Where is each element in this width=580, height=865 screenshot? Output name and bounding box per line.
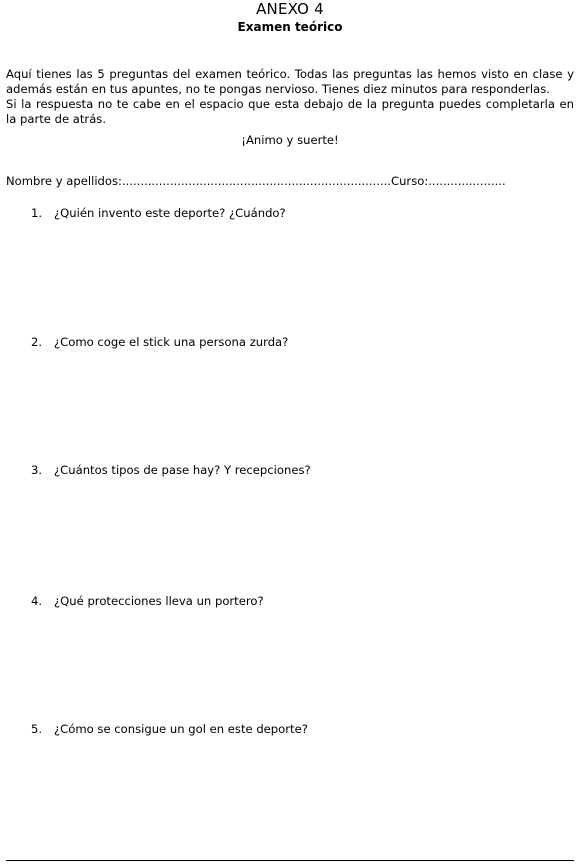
question-number: 2.	[31, 335, 43, 349]
question-number: 3.	[31, 463, 43, 477]
instructions-line: Si la respuesta no te cabe en el espacio que esta debajo de la pregunta puedes completarla en	[6, 97, 574, 111]
question-text: ¿Quién invento este deporte? ¿Cuándo?	[54, 206, 286, 220]
document-title: ANEXO 4	[256, 0, 324, 18]
question-number: 5.	[31, 722, 43, 736]
question-item	[31, 463, 311, 478]
instructions-line: Aquí tienes las 5 preguntas del examen teórico. Todas las preguntas las hemos visto en clase y	[6, 67, 574, 81]
document-subtitle: Examen teórico	[237, 20, 343, 34]
question-number: 4.	[31, 594, 43, 608]
question-text: ¿Como coge el stick una persona zurda?	[54, 335, 289, 349]
instructions-paragraph	[6, 67, 574, 127]
question-item	[31, 722, 308, 737]
question-item	[31, 206, 286, 221]
question-text: ¿Cuántos tipos de pase hay? Y recepciones?	[54, 463, 311, 477]
footer-divider	[6, 860, 574, 861]
question-text: ¿Cómo se consigue un gol en este deporte?	[54, 722, 308, 736]
student-name-course-line: Nombre y apellidos:.........................................................................Curso:.....................	[6, 174, 506, 188]
question-item	[31, 594, 264, 609]
question-text: ¿Qué protecciones lleva un portero?	[54, 594, 264, 608]
instructions-line: además están en tus apuntes, no te pongas nervioso. Tienes diez minutos para responderlas.	[6, 82, 550, 96]
question-number: 1.	[31, 206, 43, 220]
encouragement-text: ¡Animo y suerte!	[241, 133, 339, 147]
question-item	[31, 335, 288, 350]
instructions-line: la parte de atrás.	[6, 112, 107, 126]
